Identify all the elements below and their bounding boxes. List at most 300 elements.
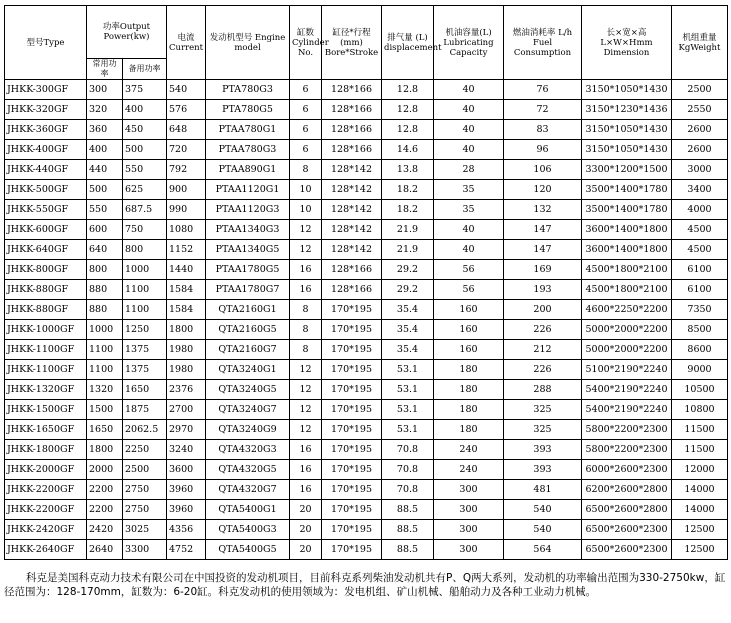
cell-displacement: 88.5: [382, 520, 434, 540]
cell-cylinders: 8: [290, 300, 322, 320]
cell-cylinders: 8: [290, 320, 322, 340]
cell-fuel: 193: [504, 280, 582, 300]
cell-type: JHKK-1100GF: [5, 360, 87, 380]
cell-fuel: 200: [504, 300, 582, 320]
cell-current: 3240: [167, 440, 206, 460]
table-row: [5, 400, 728, 420]
cell-weight: 4500: [672, 240, 728, 260]
cell-type: JHKK-600GF: [5, 220, 87, 240]
header-type: 型号Type: [5, 6, 87, 80]
cell-power-prime: 1650: [123, 380, 167, 400]
cell-lubricating: 40: [434, 220, 504, 240]
cell-fuel: 169: [504, 260, 582, 280]
table-row: [5, 280, 728, 300]
cell-weight: 2600: [672, 120, 728, 140]
cell-power-standby: 1800: [87, 440, 123, 460]
cell-type: JHKK-320GF: [5, 100, 87, 120]
cell-weight: 6100: [672, 260, 728, 280]
cell-lubricating: 40: [434, 100, 504, 120]
cell-engine: PTA780G3: [206, 80, 290, 100]
cell-current: 2970: [167, 420, 206, 440]
company-description: 科克是美国科克动力技术有限公司在中国投资的发动机项目，目前科克系列柴油发动机共有P、Q两大系列，发动机的功率输出范围为330-2750kw，缸径范围为：128-170mm，缸数为：6-20缸。科克发动机的使用领域为：发电机组、矿山机械、船舶动力及各种工业动力机械。: [4, 572, 726, 598]
cell-engine: PTAA1120G3: [206, 200, 290, 220]
cell-current: 990: [167, 200, 206, 220]
cell-power-prime: 1100: [123, 280, 167, 300]
cell-bore-stroke: 128*166: [322, 280, 382, 300]
cell-power-standby: 2640: [87, 540, 123, 560]
cell-engine: QTA3240G5: [206, 380, 290, 400]
cell-displacement: 14.6: [382, 140, 434, 160]
header-lubricating: 机油容量(L) Lubricating Capacity: [434, 6, 504, 80]
cell-lubricating: 40: [434, 80, 504, 100]
cell-current: 1800: [167, 320, 206, 340]
cell-current: 1584: [167, 300, 206, 320]
cell-cylinders: 8: [290, 340, 322, 360]
header-displacement: 排气量 (L) displacement: [382, 6, 434, 80]
cell-weight: 7350: [672, 300, 728, 320]
header-bore-stroke: 缸径*行程 (mm) Bore*Stroke: [322, 6, 382, 80]
cell-lubricating: 180: [434, 380, 504, 400]
cell-weight: 9000: [672, 360, 728, 380]
table-row: [5, 460, 728, 480]
cell-power-prime: 3300: [123, 540, 167, 560]
cell-dimension: 3500*1400*1780: [582, 200, 672, 220]
cell-engine: PTAA1780G7: [206, 280, 290, 300]
cell-engine: QTA5400G5: [206, 540, 290, 560]
cell-bore-stroke: 128*142: [322, 200, 382, 220]
table-row: [5, 240, 728, 260]
cell-power-standby: 500: [87, 180, 123, 200]
cell-fuel: 72: [504, 100, 582, 120]
cell-current: 3600: [167, 460, 206, 480]
cell-power-standby: 320: [87, 100, 123, 120]
cell-dimension: 6500*2600*2800: [582, 500, 672, 520]
cell-dimension: 3150*1050*1430: [582, 120, 672, 140]
cell-lubricating: 160: [434, 300, 504, 320]
cell-power-prime: 1375: [123, 340, 167, 360]
cell-power-standby: 880: [87, 300, 123, 320]
cell-weight: 14000: [672, 500, 728, 520]
cell-type: JHKK-800GF: [5, 260, 87, 280]
cell-dimension: 3150*1050*1430: [582, 140, 672, 160]
header-cylinders: 缸数 Cylinder No.: [290, 6, 322, 80]
cell-weight: 3000: [672, 160, 728, 180]
cell-fuel: 226: [504, 360, 582, 380]
cell-weight: 10500: [672, 380, 728, 400]
cell-lubricating: 40: [434, 240, 504, 260]
cell-engine: QTA5400G3: [206, 520, 290, 540]
cell-fuel: 106: [504, 160, 582, 180]
cell-bore-stroke: 170*195: [322, 380, 382, 400]
cell-bore-stroke: 170*195: [322, 320, 382, 340]
cell-cylinders: 6: [290, 120, 322, 140]
cell-type: JHKK-880GF: [5, 300, 87, 320]
cell-power-standby: 2200: [87, 480, 123, 500]
cell-dimension: 4500*1800*2100: [582, 280, 672, 300]
cell-fuel: 540: [504, 500, 582, 520]
cell-power-standby: 1650: [87, 420, 123, 440]
cell-cylinders: 12: [290, 360, 322, 380]
cell-displacement: 35.4: [382, 320, 434, 340]
cell-power-prime: 2750: [123, 480, 167, 500]
header-engine: 发动机型号 Engine model: [206, 6, 290, 80]
cell-fuel: 564: [504, 540, 582, 560]
cell-bore-stroke: 170*195: [322, 540, 382, 560]
cell-bore-stroke: 170*195: [322, 500, 382, 520]
cell-displacement: 12.8: [382, 120, 434, 140]
cell-cylinders: 6: [290, 80, 322, 100]
cell-dimension: 3150*1230*1436: [582, 100, 672, 120]
cell-displacement: 21.9: [382, 220, 434, 240]
cell-weight: 2550: [672, 100, 728, 120]
cell-lubricating: 56: [434, 260, 504, 280]
cell-engine: PTAA1340G5: [206, 240, 290, 260]
cell-bore-stroke: 128*166: [322, 120, 382, 140]
cell-power-standby: 1320: [87, 380, 123, 400]
table-row: [5, 320, 728, 340]
cell-current: 1980: [167, 340, 206, 360]
generator-spec-table: [4, 5, 728, 560]
cell-cylinders: 20: [290, 540, 322, 560]
header-power: 功率Output Power(kw): [87, 6, 167, 59]
cell-weight: 4500: [672, 220, 728, 240]
cell-current: 1980: [167, 360, 206, 380]
cell-current: 540: [167, 80, 206, 100]
cell-cylinders: 16: [290, 440, 322, 460]
cell-lubricating: 300: [434, 540, 504, 560]
cell-bore-stroke: 170*195: [322, 520, 382, 540]
cell-cylinders: 20: [290, 500, 322, 520]
cell-bore-stroke: 128*166: [322, 80, 382, 100]
cell-power-standby: 1100: [87, 340, 123, 360]
cell-cylinders: 16: [290, 260, 322, 280]
table-row: [5, 480, 728, 500]
cell-type: JHKK-2640GF: [5, 540, 87, 560]
cell-weight: 12000: [672, 460, 728, 480]
cell-displacement: 53.1: [382, 360, 434, 380]
cell-power-prime: 1000: [123, 260, 167, 280]
cell-dimension: 5400*2190*2240: [582, 380, 672, 400]
cell-dimension: 3300*1200*1500: [582, 160, 672, 180]
cell-type: JHKK-880GF: [5, 280, 87, 300]
cell-current: 1152: [167, 240, 206, 260]
cell-engine: QTA2160G1: [206, 300, 290, 320]
cell-cylinders: 12: [290, 220, 322, 240]
cell-engine: QTA5400G1: [206, 500, 290, 520]
cell-cylinders: 6: [290, 140, 322, 160]
cell-fuel: 540: [504, 520, 582, 540]
cell-lubricating: 160: [434, 340, 504, 360]
cell-current: 2700: [167, 400, 206, 420]
cell-type: JHKK-1100GF: [5, 340, 87, 360]
cell-bore-stroke: 128*142: [322, 220, 382, 240]
cell-bore-stroke: 170*195: [322, 440, 382, 460]
cell-power-standby: 1500: [87, 400, 123, 420]
table-row: [5, 520, 728, 540]
table-row: [5, 260, 728, 280]
cell-displacement: 12.8: [382, 100, 434, 120]
cell-bore-stroke: 170*195: [322, 400, 382, 420]
cell-power-prime: 3025: [123, 520, 167, 540]
cell-fuel: 325: [504, 420, 582, 440]
cell-power-prime: 687.5: [123, 200, 167, 220]
cell-lubricating: 28: [434, 160, 504, 180]
cell-current: 792: [167, 160, 206, 180]
cell-engine: PTAA1780G5: [206, 260, 290, 280]
cell-cylinders: 16: [290, 280, 322, 300]
cell-fuel: 83: [504, 120, 582, 140]
cell-displacement: 70.8: [382, 480, 434, 500]
table-row: [5, 360, 728, 380]
cell-bore-stroke: 128*142: [322, 160, 382, 180]
cell-engine: PTAA1340G3: [206, 220, 290, 240]
cell-weight: 4000: [672, 200, 728, 220]
cell-lubricating: 35: [434, 180, 504, 200]
cell-fuel: 325: [504, 400, 582, 420]
cell-cylinders: 16: [290, 480, 322, 500]
table-row: [5, 80, 728, 100]
cell-engine: QTA3240G9: [206, 420, 290, 440]
cell-current: 720: [167, 140, 206, 160]
cell-lubricating: 240: [434, 440, 504, 460]
cell-weight: 12500: [672, 540, 728, 560]
cell-weight: 2600: [672, 140, 728, 160]
table-row: [5, 180, 728, 200]
cell-weight: 6100: [672, 280, 728, 300]
cell-lubricating: 240: [434, 460, 504, 480]
header-power-standby: 常用功率: [87, 59, 123, 80]
cell-lubricating: 180: [434, 400, 504, 420]
cell-weight: 8500: [672, 320, 728, 340]
cell-engine: QTA4320G5: [206, 460, 290, 480]
cell-type: JHKK-1500GF: [5, 400, 87, 420]
cell-dimension: 5800*2200*2300: [582, 440, 672, 460]
cell-type: JHKK-2420GF: [5, 520, 87, 540]
cell-power-prime: 450: [123, 120, 167, 140]
cell-type: JHKK-1650GF: [5, 420, 87, 440]
table-row: [5, 440, 728, 460]
cell-type: JHKK-1320GF: [5, 380, 87, 400]
cell-engine: QTA4320G7: [206, 480, 290, 500]
header-row: [5, 6, 728, 59]
table-row: [5, 380, 728, 400]
table-row: [5, 540, 728, 560]
cell-type: JHKK-360GF: [5, 120, 87, 140]
cell-power-prime: 400: [123, 100, 167, 120]
cell-power-prime: 500: [123, 140, 167, 160]
cell-power-prime: 750: [123, 220, 167, 240]
cell-dimension: 3150*1050*1430: [582, 80, 672, 100]
cell-type: JHKK-2200GF: [5, 500, 87, 520]
table-body: [5, 80, 728, 560]
cell-weight: 12500: [672, 520, 728, 540]
cell-dimension: 3600*1400*1800: [582, 220, 672, 240]
cell-dimension: 5100*2190*2240: [582, 360, 672, 380]
cell-fuel: 481: [504, 480, 582, 500]
cell-bore-stroke: 170*195: [322, 300, 382, 320]
cell-displacement: 35.4: [382, 300, 434, 320]
cell-lubricating: 180: [434, 360, 504, 380]
cell-power-standby: 2200: [87, 500, 123, 520]
cell-power-standby: 1000: [87, 320, 123, 340]
cell-dimension: 5000*2000*2200: [582, 340, 672, 360]
cell-current: 3960: [167, 480, 206, 500]
cell-type: JHKK-2000GF: [5, 460, 87, 480]
cell-dimension: 6000*2600*2300: [582, 460, 672, 480]
cell-lubricating: 300: [434, 520, 504, 540]
cell-lubricating: 180: [434, 420, 504, 440]
cell-engine: QTA2160G7: [206, 340, 290, 360]
cell-cylinders: 20: [290, 520, 322, 540]
cell-fuel: 212: [504, 340, 582, 360]
cell-power-standby: 1100: [87, 360, 123, 380]
cell-power-standby: 800: [87, 260, 123, 280]
cell-type: JHKK-500GF: [5, 180, 87, 200]
cell-bore-stroke: 128*142: [322, 240, 382, 260]
cell-displacement: 88.5: [382, 540, 434, 560]
cell-displacement: 18.2: [382, 180, 434, 200]
cell-displacement: 53.1: [382, 400, 434, 420]
cell-power-prime: 1875: [123, 400, 167, 420]
cell-type: JHKK-400GF: [5, 140, 87, 160]
cell-current: 900: [167, 180, 206, 200]
cell-cylinders: 8: [290, 160, 322, 180]
cell-power-standby: 2420: [87, 520, 123, 540]
cell-bore-stroke: 128*166: [322, 140, 382, 160]
cell-power-prime: 550: [123, 160, 167, 180]
cell-displacement: 70.8: [382, 460, 434, 480]
header-weight: 机组重量 KgWeight: [672, 6, 728, 80]
header-power-prime: 备用功率: [123, 59, 167, 80]
cell-power-prime: 800: [123, 240, 167, 260]
cell-displacement: 35.4: [382, 340, 434, 360]
cell-bore-stroke: 170*195: [322, 340, 382, 360]
cell-fuel: 147: [504, 220, 582, 240]
cell-fuel: 96: [504, 140, 582, 160]
cell-displacement: 29.2: [382, 280, 434, 300]
cell-current: 648: [167, 120, 206, 140]
cell-dimension: 4500*1800*2100: [582, 260, 672, 280]
header-fuel: 燃油消耗率 L/h Fuel Consumption: [504, 6, 582, 80]
cell-displacement: 12.8: [382, 80, 434, 100]
cell-type: JHKK-300GF: [5, 80, 87, 100]
cell-current: 1584: [167, 280, 206, 300]
cell-current: 1080: [167, 220, 206, 240]
cell-displacement: 29.2: [382, 260, 434, 280]
table-row: [5, 200, 728, 220]
cell-displacement: 70.8: [382, 440, 434, 460]
header-current: 电流 Current: [167, 6, 206, 80]
cell-bore-stroke: 170*195: [322, 480, 382, 500]
cell-cylinders: 12: [290, 240, 322, 260]
cell-power-standby: 550: [87, 200, 123, 220]
cell-engine: PTA780G5: [206, 100, 290, 120]
cell-dimension: 5000*2000*2200: [582, 320, 672, 340]
cell-displacement: 21.9: [382, 240, 434, 260]
table-row: [5, 120, 728, 140]
cell-displacement: 13.8: [382, 160, 434, 180]
cell-fuel: 76: [504, 80, 582, 100]
cell-weight: 8600: [672, 340, 728, 360]
cell-type: JHKK-640GF: [5, 240, 87, 260]
table-row: [5, 100, 728, 120]
cell-type: JHKK-1000GF: [5, 320, 87, 340]
cell-current: 3960: [167, 500, 206, 520]
cell-engine: PTAA1120G1: [206, 180, 290, 200]
cell-fuel: 226: [504, 320, 582, 340]
cell-current: 4356: [167, 520, 206, 540]
cell-dimension: 5800*2200*2300: [582, 420, 672, 440]
cell-weight: 3400: [672, 180, 728, 200]
cell-type: JHKK-550GF: [5, 200, 87, 220]
cell-type: JHKK-440GF: [5, 160, 87, 180]
cell-lubricating: 56: [434, 280, 504, 300]
cell-weight: 11500: [672, 440, 728, 460]
cell-bore-stroke: 128*166: [322, 260, 382, 280]
cell-lubricating: 300: [434, 480, 504, 500]
cell-power-prime: 375: [123, 80, 167, 100]
cell-cylinders: 10: [290, 200, 322, 220]
cell-dimension: 3500*1400*1780: [582, 180, 672, 200]
cell-fuel: 288: [504, 380, 582, 400]
cell-current: 4752: [167, 540, 206, 560]
cell-bore-stroke: 170*195: [322, 360, 382, 380]
cell-lubricating: 40: [434, 120, 504, 140]
cell-cylinders: 6: [290, 100, 322, 120]
table-row: [5, 420, 728, 440]
cell-fuel: 393: [504, 440, 582, 460]
table-row: [5, 140, 728, 160]
cell-dimension: 6500*2600*2300: [582, 520, 672, 540]
cell-current: 1440: [167, 260, 206, 280]
cell-engine: QTA2160G5: [206, 320, 290, 340]
cell-power-standby: 640: [87, 240, 123, 260]
cell-lubricating: 300: [434, 500, 504, 520]
table-row: [5, 340, 728, 360]
cell-dimension: 6500*2600*2300: [582, 540, 672, 560]
cell-cylinders: 10: [290, 180, 322, 200]
cell-power-prime: 1100: [123, 300, 167, 320]
cell-lubricating: 40: [434, 140, 504, 160]
cell-fuel: 120: [504, 180, 582, 200]
cell-engine: PTAA780G1: [206, 120, 290, 140]
cell-current: 2376: [167, 380, 206, 400]
cell-power-standby: 2000: [87, 460, 123, 480]
cell-power-standby: 400: [87, 140, 123, 160]
cell-power-standby: 880: [87, 280, 123, 300]
table-row: [5, 160, 728, 180]
cell-weight: 2500: [672, 80, 728, 100]
cell-fuel: 393: [504, 460, 582, 480]
cell-lubricating: 160: [434, 320, 504, 340]
cell-power-standby: 300: [87, 80, 123, 100]
cell-engine: PTAA890G1: [206, 160, 290, 180]
cell-power-prime: 625: [123, 180, 167, 200]
cell-fuel: 147: [504, 240, 582, 260]
cell-weight: 10800: [672, 400, 728, 420]
cell-power-standby: 600: [87, 220, 123, 240]
cell-power-prime: 2500: [123, 460, 167, 480]
cell-bore-stroke: 128*166: [322, 100, 382, 120]
cell-displacement: 18.2: [382, 200, 434, 220]
cell-displacement: 53.1: [382, 380, 434, 400]
cell-bore-stroke: 170*195: [322, 420, 382, 440]
cell-engine: QTA4320G3: [206, 440, 290, 460]
cell-dimension: 3600*1400*1800: [582, 240, 672, 260]
cell-dimension: 4600*2250*2200: [582, 300, 672, 320]
cell-cylinders: 12: [290, 400, 322, 420]
cell-displacement: 88.5: [382, 500, 434, 520]
